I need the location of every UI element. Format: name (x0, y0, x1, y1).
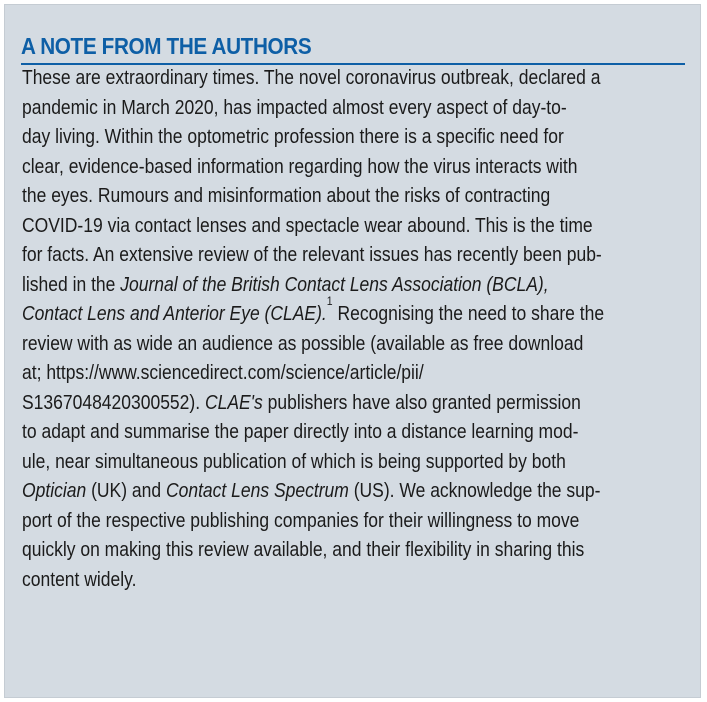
body-line (22, 448, 687, 478)
italic-text-run: Optician (22, 480, 87, 502)
body-line (22, 566, 687, 596)
text-run: (UK) and (86, 480, 166, 502)
body-line (22, 182, 687, 212)
body-line (22, 477, 687, 507)
text-run: port of the respective publishing companies for their willingness to move (22, 509, 580, 532)
body-line (22, 153, 687, 183)
body-line (22, 418, 687, 448)
body-line (22, 241, 687, 271)
text-run: the eyes. Rumours and misinformation about the risks of contracting (22, 185, 551, 207)
body-line (22, 507, 687, 537)
body-line (22, 271, 687, 301)
text-run: day living. Within the optometric profession there is a specific need for (22, 126, 564, 148)
text-run: review with as wide an audience as possible (available as free download (22, 332, 584, 355)
body-line (22, 294, 687, 330)
body-line (22, 94, 687, 124)
text-run: COVID-19 via contact lenses and spectacle wear abound. This is the time (22, 214, 593, 237)
italic-text-run: Contact Lens Spectrum (165, 480, 349, 502)
note-body-text (22, 64, 687, 595)
note-title: A NOTE FROM THE AUTHORS (21, 33, 312, 59)
italic-text-run: Contact Lens and Anterior Eye (CLAE). (22, 303, 327, 325)
text-run: (US). We acknowledge the sup- (348, 480, 601, 502)
body-line (22, 330, 687, 360)
body-line (22, 389, 687, 419)
body-line (22, 536, 687, 566)
italic-text-run: CLAE's (204, 391, 263, 414)
text-run: quickly on making this review available, and their flexibility in sharing this (22, 539, 585, 561)
body-line (22, 123, 687, 153)
text-run: ule, near simultaneous publication of which is being supported by both (22, 450, 566, 473)
body-line (22, 64, 687, 94)
text-run: content widely. (22, 568, 137, 591)
reference-superscript: 1 (326, 294, 333, 309)
text-run: Recognising the need to share the (332, 303, 605, 325)
italic-text-run: Journal of the British Contact Lens Association (BCLA), (120, 273, 549, 296)
body-line (22, 359, 687, 389)
text-run: clear, evidence-based information regarding how the virus interacts with (22, 155, 578, 178)
body-line (22, 212, 687, 242)
text-run: publishers have also granted permission (262, 391, 581, 414)
text-run: pandemic in March 2020, has impacted almost every aspect of day-to- (22, 96, 567, 119)
text-run: to adapt and summarise the paper directly into a distance learning mod- (22, 421, 579, 443)
text-run: These are extraordinary times. The novel coronavirus outbreak, declared a (22, 67, 601, 89)
text-run: lished in the (22, 273, 121, 296)
text-run: for facts. An extensive review of the relevant issues has recently been pub- (22, 244, 602, 266)
text-run: at; https://www.sciencedirect.com/science/article/pii/ (22, 362, 424, 384)
text-run: S1367048420300552). (22, 391, 205, 414)
